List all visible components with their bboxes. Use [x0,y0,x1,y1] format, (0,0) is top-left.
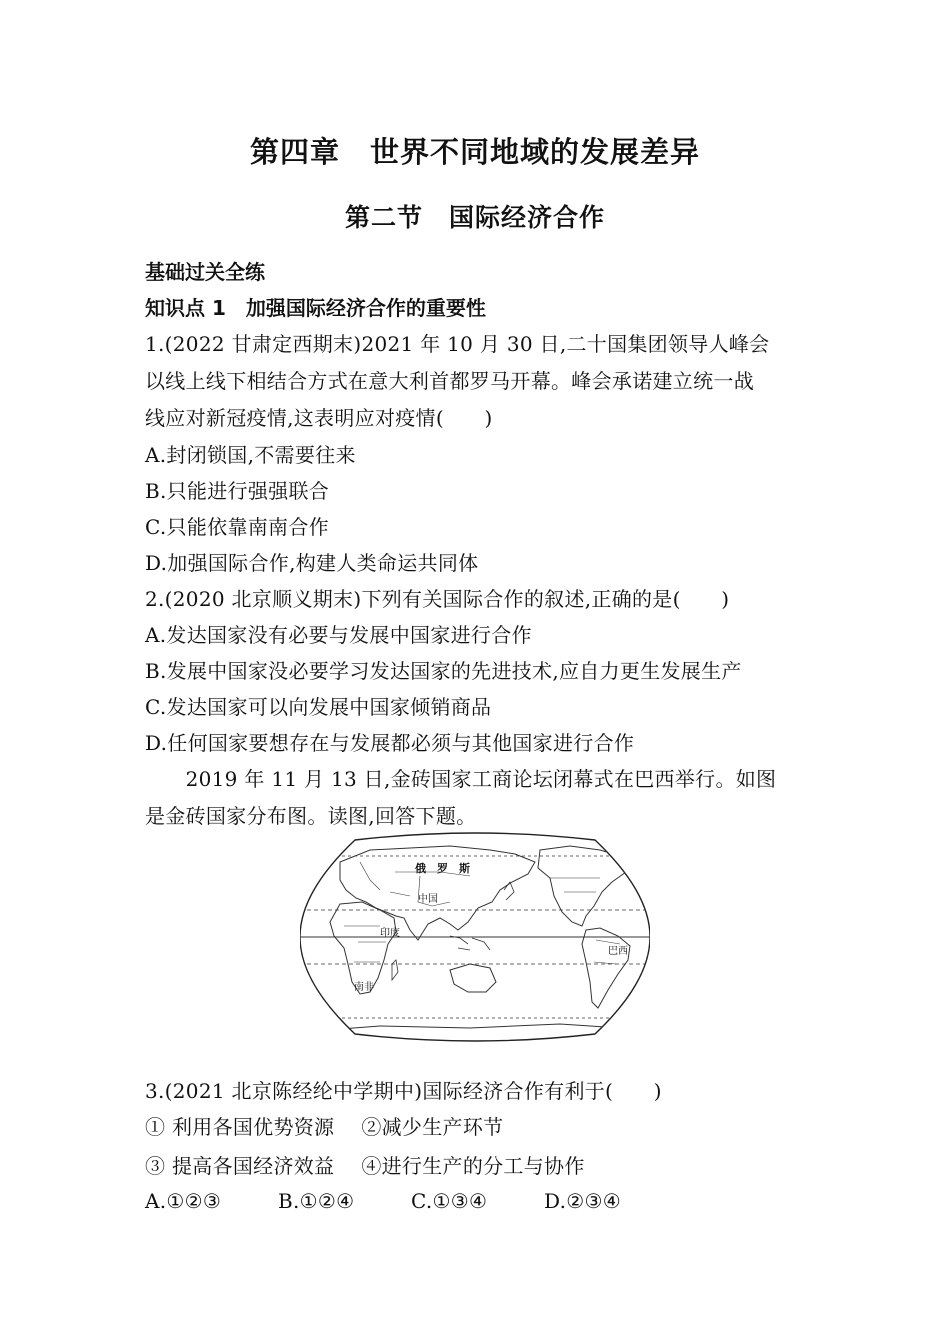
q1-option-d: D.加强国际合作,构建人类命运共同体 [145,551,479,575]
map-label-russia: 俄 罗 斯 [415,862,470,875]
q3-items-line1: ① 利用各国优势资源 ②减少生产环节 [145,1115,504,1139]
q1-stem-line2: 以线上线下相结合方式在意大利首都罗马开幕。峰会承诺建立统一战 [145,369,754,393]
section-title: 第二节 国际经济合作 [344,203,605,232]
q2-option-c: C.发达国家可以向发展中国家倾销商品 [145,695,492,719]
map-label-south-africa: 南非 [354,982,374,993]
map-label-india: 印度 [380,928,400,939]
q2-stem: 2.(2020 北京顺义期末)下列有关国际合作的叙述,正确的是( ) [145,587,730,611]
material-line1: 2019 年 11 月 13 日,金砖国家工商论坛闭幕式在巴西举行。如图 [145,767,777,791]
q1-option-b: B.只能进行强强联合 [145,479,330,503]
map-label-brazil: 巴西 [608,946,628,957]
q3-option-c: C.①③④ [411,1189,488,1213]
q1-option-c: C.只能依靠南南合作 [145,515,329,539]
q3-option-d: D.②③④ [544,1189,621,1213]
q1-stem-line3: 线应对新冠疫情,这表明应对疫情( ) [145,406,493,430]
q3-stem: 3.(2021 北京陈经纶中学期中)国际经济合作有利于( ) [145,1079,662,1103]
q3-option-a: A.①②③ [145,1189,222,1213]
q2-option-d: D.任何国家要想存在与发展都必须与其他国家进行合作 [145,731,635,755]
q1-stem-line1: 1.(2022 甘肃定西期末)2021 年 10 月 30 日,二十国集团领导人峰会 [145,332,770,356]
material-line2: 是金砖国家分布图。读图,回答下题。 [145,804,477,828]
brics-world-map [300,832,650,1042]
map-label-china: 中国 [418,894,438,905]
knowledge-point-heading: 知识点 1 加强国际经济合作的重要性 [145,296,486,320]
q3-option-b: B.①②④ [278,1189,355,1213]
q2-option-a: A.发达国家没有必要与发展中国家进行合作 [145,623,532,647]
part-heading: 基础过关全练 [145,260,265,284]
q1-option-a: A.封闭锁国,不需要往来 [145,443,356,467]
chapter-title: 第四章 世界不同地域的发展差异 [249,135,700,169]
q3-items-line2: ③ 提高各国经济效益 ④进行生产的分工与协作 [145,1154,585,1178]
q2-option-b: B.发展中国家没必要学习发达国家的先进技术,应自力更生发展生产 [145,659,742,683]
